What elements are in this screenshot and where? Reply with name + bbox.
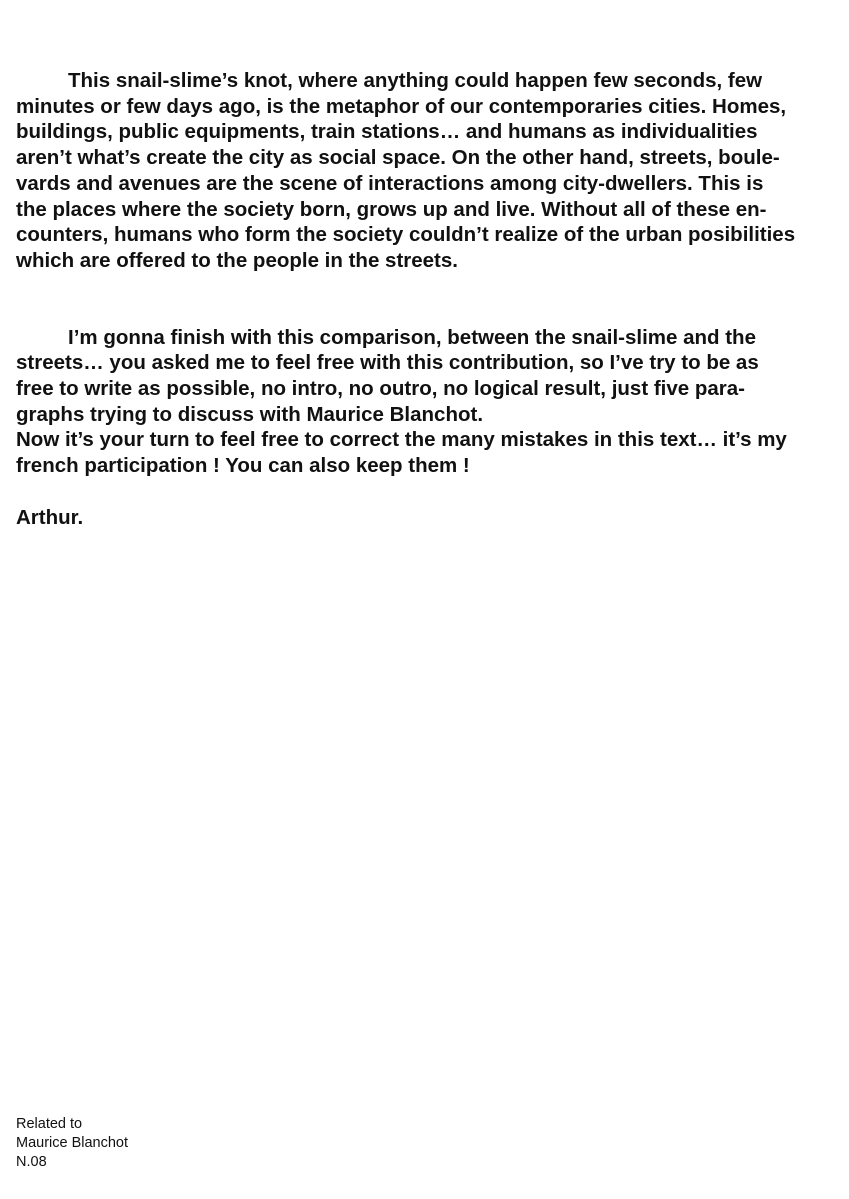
text-line: graphs trying to discuss with Maurice Blanchot. <box>16 402 484 426</box>
paragraph-snail-slime-metaphor <box>16 68 832 274</box>
text-line: french participation ! You can also keep them ! <box>16 454 470 478</box>
footer-reference <box>16 1115 128 1172</box>
paragraph-spacer <box>16 479 832 505</box>
text-line: aren’t what’s create the city as social space. On the other hand, streets, boule- <box>16 146 780 170</box>
text-line: buildings, public equipments, train stations… and humans as individualities <box>16 120 758 144</box>
text-line: minutes or few days ago, is the metaphor of our contemporaries cities. Homes, <box>16 94 787 118</box>
paragraph-your-turn <box>16 427 832 478</box>
body-text <box>16 68 832 530</box>
footer-issue-number: N.08 <box>16 1154 47 1170</box>
signature-text: Arthur. <box>16 505 84 529</box>
footer-related-label: Related to <box>16 1116 83 1132</box>
text-line: I’m gonna finish with this comparison, between the snail-slime and the <box>68 325 756 349</box>
text-line: which are offered to the people in the streets. <box>16 248 458 272</box>
text-line: streets… you asked me to feel free with this contribution, so I’ve try to be as <box>16 351 759 375</box>
paragraph-comparison-closing <box>16 325 832 428</box>
text-line: free to write as possible, no intro, no outro, no logical result, just five para- <box>16 377 745 401</box>
paragraph-spacer <box>16 274 832 325</box>
signature <box>16 505 832 531</box>
text-line: the places where the society born, grows up and live. Without all of these en- <box>16 197 767 221</box>
text-line: This snail-slime’s knot, where anything could happen few seconds, few <box>68 69 763 92</box>
footer-author-name: Maurice Blanchot <box>16 1135 129 1151</box>
text-line: counters, humans who form the society couldn’t realize of the urban posibilities <box>16 223 796 247</box>
text-line: vards and avenues are the scene of interactions among city-dwellers. This is <box>16 171 764 195</box>
text-line: Now it’s your turn to feel free to correct the many mistakes in this text… it’s my <box>16 428 787 452</box>
